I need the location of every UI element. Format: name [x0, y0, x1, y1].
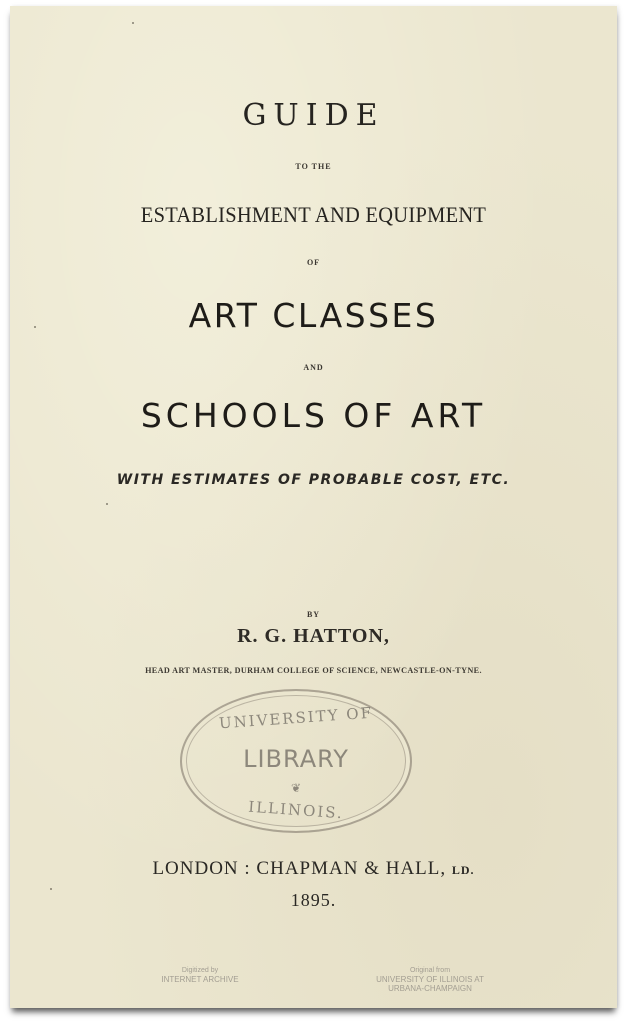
- publisher-name: LONDON : CHAPMAN & HALL,: [152, 858, 447, 879]
- title-page: [10, 6, 617, 1008]
- digitized-by-note: [140, 966, 260, 984]
- subtitle: WITH ESTIMATES OF PROBABLE COST, ETC.: [116, 472, 511, 488]
- stamp-top-text: UNIVERSITY OF: [218, 703, 374, 733]
- publication-year: 1895.: [290, 890, 337, 910]
- title-connector-of: OF: [306, 258, 321, 267]
- author-name: R. G. HATTON,: [237, 625, 390, 647]
- paper-speck: [106, 503, 108, 505]
- paper-speck: [34, 326, 36, 328]
- library-stamp: [180, 689, 412, 833]
- title-connector-and: AND: [303, 363, 324, 372]
- paper-speck: [132, 22, 134, 24]
- original-from-label: Original from: [409, 967, 451, 974]
- digitized-by-source: INTERNET ARCHIVE: [161, 975, 239, 984]
- original-from-source-line2: URBANA-CHAMPAIGN: [388, 984, 472, 993]
- paper-speck: [50, 888, 52, 890]
- digitized-by-label: Digitized by: [181, 967, 219, 974]
- original-from-source-line1: UNIVERSITY OF ILLINOIS AT: [376, 975, 484, 984]
- title-guide: GUIDE: [242, 98, 385, 133]
- title-connector-to-the: TO THE: [295, 162, 332, 171]
- stamp-bottom-text: ILLINOIS.: [247, 797, 345, 823]
- publisher-suffix: LD.: [451, 863, 475, 877]
- original-from-note: [360, 966, 500, 993]
- publisher-imprint: [10, 858, 617, 880]
- stamp-library-text: LIBRARY: [243, 745, 349, 773]
- title-art-classes: ART CLASSES: [188, 296, 439, 335]
- byline-by: BY: [306, 610, 321, 619]
- title-schools-of-art: SCHOOLS OF ART: [140, 396, 487, 435]
- title-establishment: ESTABLISHMENT AND EQUIPMENT: [140, 202, 487, 227]
- author-affiliation: HEAD ART MASTER, DURHAM COLLEGE OF SCIENCE, NEWCASTLE-ON-TYNE.: [145, 665, 482, 675]
- stamp-ornament-icon: ❦: [290, 781, 302, 795]
